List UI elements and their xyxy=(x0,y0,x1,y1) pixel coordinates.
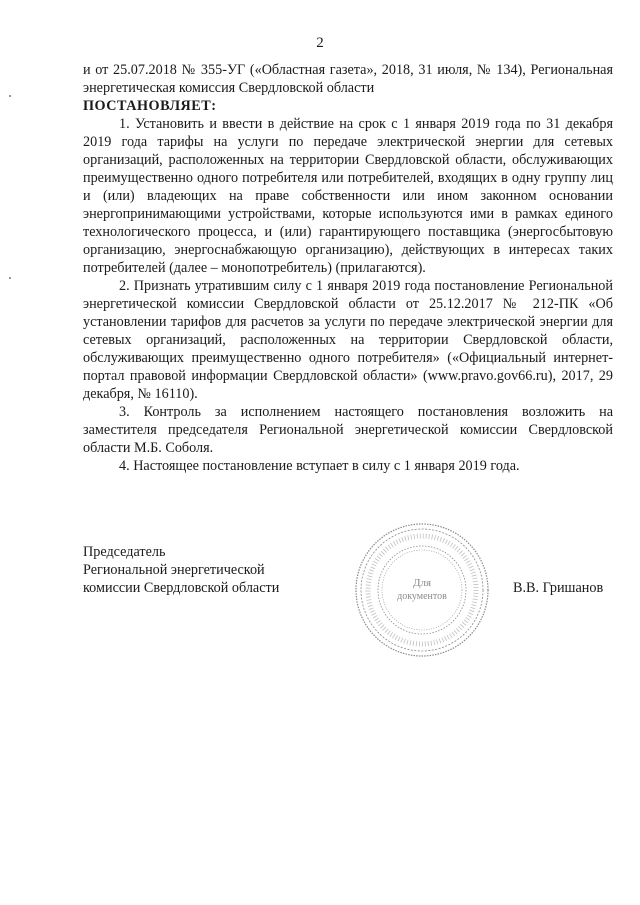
resolves-heading: ПОСТАНОВЛЯЕТ: xyxy=(83,98,217,114)
signatory-title-line-3: комиссии Свердловской области xyxy=(83,580,280,596)
signatory-title-line-2: Региональной энергетической xyxy=(83,562,265,578)
item-3-paragraph: 3. Контроль за исполнением настоящего постановления возложить на заместителя председателя Региональной энергетической комиссии Свердловской области М.Б. Соболя. xyxy=(83,404,613,456)
margin-speck xyxy=(9,95,11,97)
signatory-title xyxy=(83,543,343,597)
intro-paragraph: и от 25.07.2018 № 355-УГ («Областная газета», 2018, 31 июля, № 134), Региональная энергетическая комиссия Свердловской области xyxy=(83,62,613,96)
stamp-center-line-1: Для xyxy=(412,577,432,589)
document-body xyxy=(83,61,613,475)
item-2-paragraph: 2. Признать утратившим силу с 1 января 2019 года постановление Региональной энергетической комиссии Свердловской области от 25.12.2017 № 212-ПК «Об установлении тарифов для расчетов за услуги по передаче электрической энергии для сетевых организаций, расположенных на территории Свердловской области, обслуживающих преимущественно одного потребителя» («Официальный интернет-портал правовой информации Свердловской области» (www.pravo.gov66.ru), 2017, 29 декабря, № 16110). xyxy=(83,278,613,402)
margin-speck xyxy=(9,277,11,279)
item-1-paragraph: 1. Установить и ввести в действие на срок с 1 января 2019 года по 31 декабря 2019 года тарифы на услуги по передаче электрической энергии для сетевых организаций, расположенных на территории Свердловской области, обслуживающих преимущественно одного потребителя или потребителей, входящих в одну группу лиц и (или) владеющих на праве собственности или ином законном основании энергопринимающими устройствами, которые используются ими в рамках единого технологического процесса, и (или) гарантирующего поставщика (энергосбытовую организацию, энергоснабжающую организацию), действующих в интересах таких потребителей (далее – монопотребитель) (прилагаются). xyxy=(83,116,613,276)
signatory-title-line-1: Председатель xyxy=(83,544,166,560)
stamp-center-line-2: документов xyxy=(397,591,447,602)
official-seal-stamp xyxy=(352,520,492,660)
page-number: 2 xyxy=(316,35,324,51)
item-4-paragraph: 4. Настоящее постановление вступает в силу с 1 января 2019 года. xyxy=(119,458,520,474)
signatory-name: В.В. Гришанов xyxy=(513,580,604,596)
